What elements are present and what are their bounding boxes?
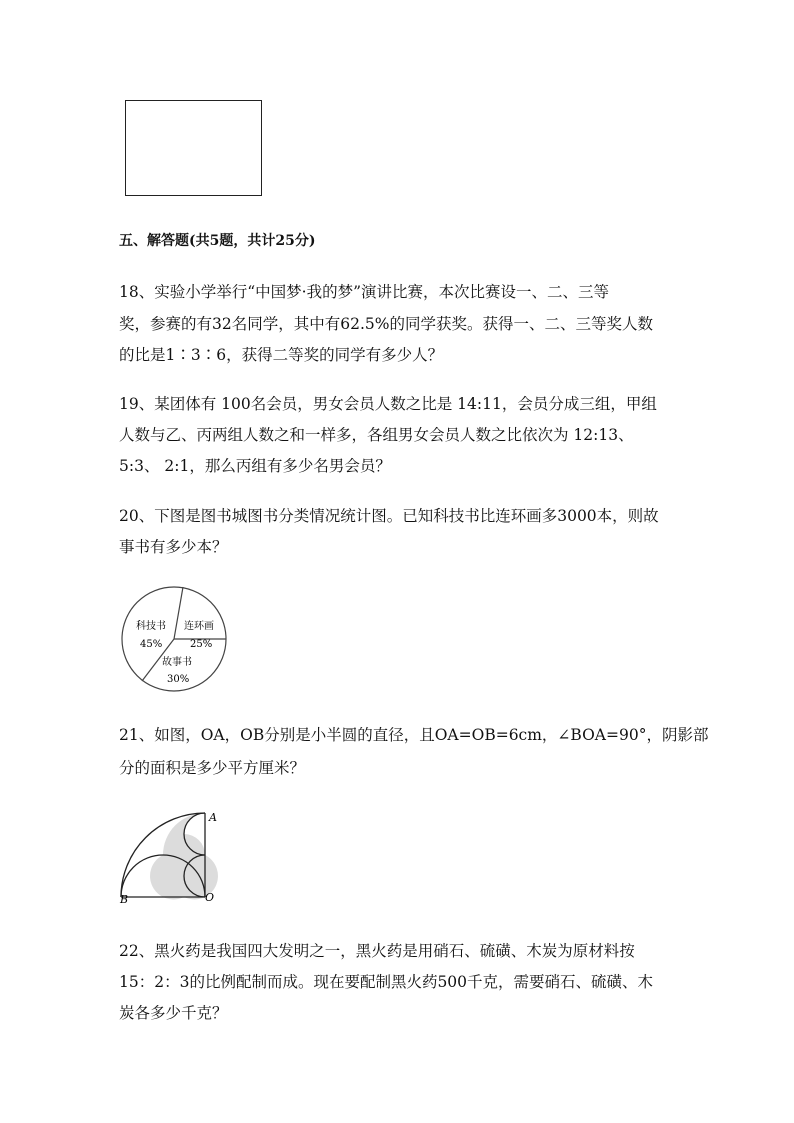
- q20-line-2: 事书有多少本？: [119, 538, 228, 556]
- pie-divider-1: [174, 587, 183, 639]
- pie-label-category-2: 故事书: [162, 657, 192, 668]
- label-a: A: [209, 811, 217, 824]
- section-title: 五、解答题(共5题，共计25分): [119, 233, 316, 249]
- q18-line-3: 的比是1∶3∶6，获得二等奖的同学有多少人？: [119, 346, 444, 364]
- blank-rectangle: [125, 100, 262, 196]
- q22-line-3: 炭各多少千克？: [119, 1004, 228, 1022]
- pie-label-category-0: 科技书: [136, 621, 166, 632]
- q22-line-1: 22、黑火药是我国四大发明之一，黑火药是用硝石、硫磺、木炭为原材料按: [119, 942, 635, 960]
- q19-line-2: 人数与乙、丙两组人数之和一样多，各组男女会员人数之比依次为 12:13、: [119, 426, 634, 444]
- label-o: O: [205, 891, 215, 904]
- pie-label-value-2: 30%: [167, 674, 190, 685]
- q18-line-2: 奖，参赛的有32名同学，其中有62.5%的同学获奖。获得一、二、三等奖人数: [119, 315, 653, 333]
- q19-line-1: 19、某团体有 100名会员，男女会员人数之比是 14:11，会员分成三组，甲组: [119, 395, 657, 413]
- q18-line-1: 18、实验小学举行“中国梦·我的梦”演讲比赛，本次比赛设一、二、三等: [119, 283, 610, 301]
- pie-label-value-1: 25%: [190, 639, 213, 650]
- q21-line-2: 分的面积是多少平方厘米？: [119, 759, 306, 777]
- q21-line-1: 21、如图，OA，OB分别是小半圆的直径，且OA=OB=6cm，∠BOA=90°，阴影部: [119, 726, 709, 744]
- q20-line-1: 20、下图是图书城图书分类情况统计图。已知科技书比连环画多3000本，则故: [119, 507, 659, 525]
- shaded-region-b: [150, 834, 218, 899]
- q19-line-3: 5:3、 2:1，那么丙组有多少名男会员？: [119, 457, 391, 475]
- pie-label-category-1: 连环画: [184, 621, 214, 632]
- pie-chart: [118, 585, 238, 695]
- figure-21: [118, 805, 228, 905]
- label-b: B: [120, 893, 129, 905]
- pie-label-value-0: 45%: [140, 639, 163, 650]
- q22-line-2: 15：2：3的比例配制而成。现在要配制黑火药500千克，需要硝石、硫磺、木: [119, 973, 654, 991]
